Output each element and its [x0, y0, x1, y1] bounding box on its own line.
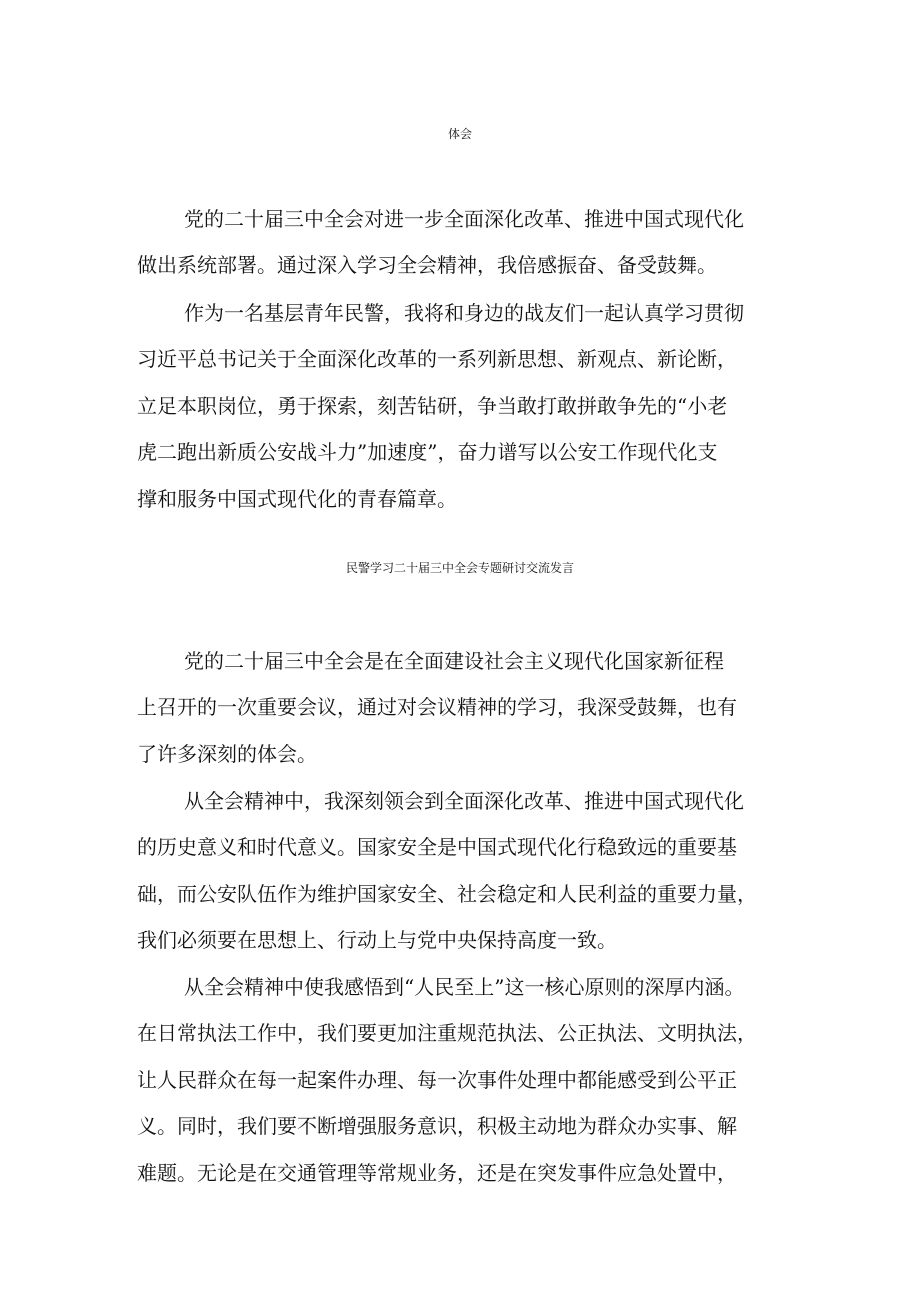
section-2-title: 民警学习二十届三中全会专题研讨交流发言	[345, 561, 574, 575]
text-line: 党的二十届三中全会对进一步全面深化改革、推进中国式现代化	[184, 207, 744, 231]
text-line: 义。同时，我们要不断增强服务意识，积极主动地为群众办实事、解	[137, 1114, 737, 1138]
text-line: 作为一名基层青年民警，我将和身边的战友们一起认真学习贯彻	[184, 301, 744, 325]
text-line: 难题。无论是在交通管理等常规业务，还是在突发事件应急处置中，	[137, 1161, 737, 1185]
text-line: 习近平总书记关于全面深化改革的一系列新思想、新观点、新论断，	[137, 347, 737, 371]
text-line: 上召开的一次重要会议，通过对会议精神的学习，我深受鼓舞，也有	[137, 695, 737, 719]
text-line: 撑和服务中国式现代化的青春篇章。	[137, 487, 457, 511]
text-line: 的历史意义和时代意义。国家安全是中国式现代化行稳致远的重要基	[137, 835, 737, 859]
text-line: 了许多深刻的体会。	[137, 742, 317, 766]
text-line: 党的二十届三中全会是在全面建设社会主义现代化国家新征程	[184, 649, 724, 673]
text-line: 让人民群众在每一起案件办理、每一次事件处理中都能感受到公平正	[137, 1068, 737, 1092]
text-line: 从全会精神中，我深刻领会到全面深化改革、推进中国式现代化	[184, 789, 744, 813]
text-line: 从全会精神中使我感悟到“人民至上”这一核心原则的深厚内涵。	[184, 975, 745, 999]
section-1-title: 体会	[447, 127, 472, 141]
text-line: 础，而公安队伍作为维护国家安全、社会稳定和人民利益的重要力量，	[137, 882, 757, 906]
text-line: 虎二跑出新质公安战斗力”加速度”，奋力谱写以公安工作现代化支	[137, 440, 718, 464]
text-line: 做出系统部署。通过深入学习全会精神，我倍感振奋、备受鼓舞。	[137, 253, 717, 277]
text-line: 我们必须要在思想上、行动上与党中央保持高度一致。	[137, 928, 617, 952]
text-line: 立足本职岗位，勇于探索，刻苦钻研，争当敢打敢拼敢争先的“小老	[137, 394, 728, 418]
text-line: 在日常执法工作中，我们要更加注重规范执法、公正执法、文明执法，	[137, 1021, 757, 1045]
